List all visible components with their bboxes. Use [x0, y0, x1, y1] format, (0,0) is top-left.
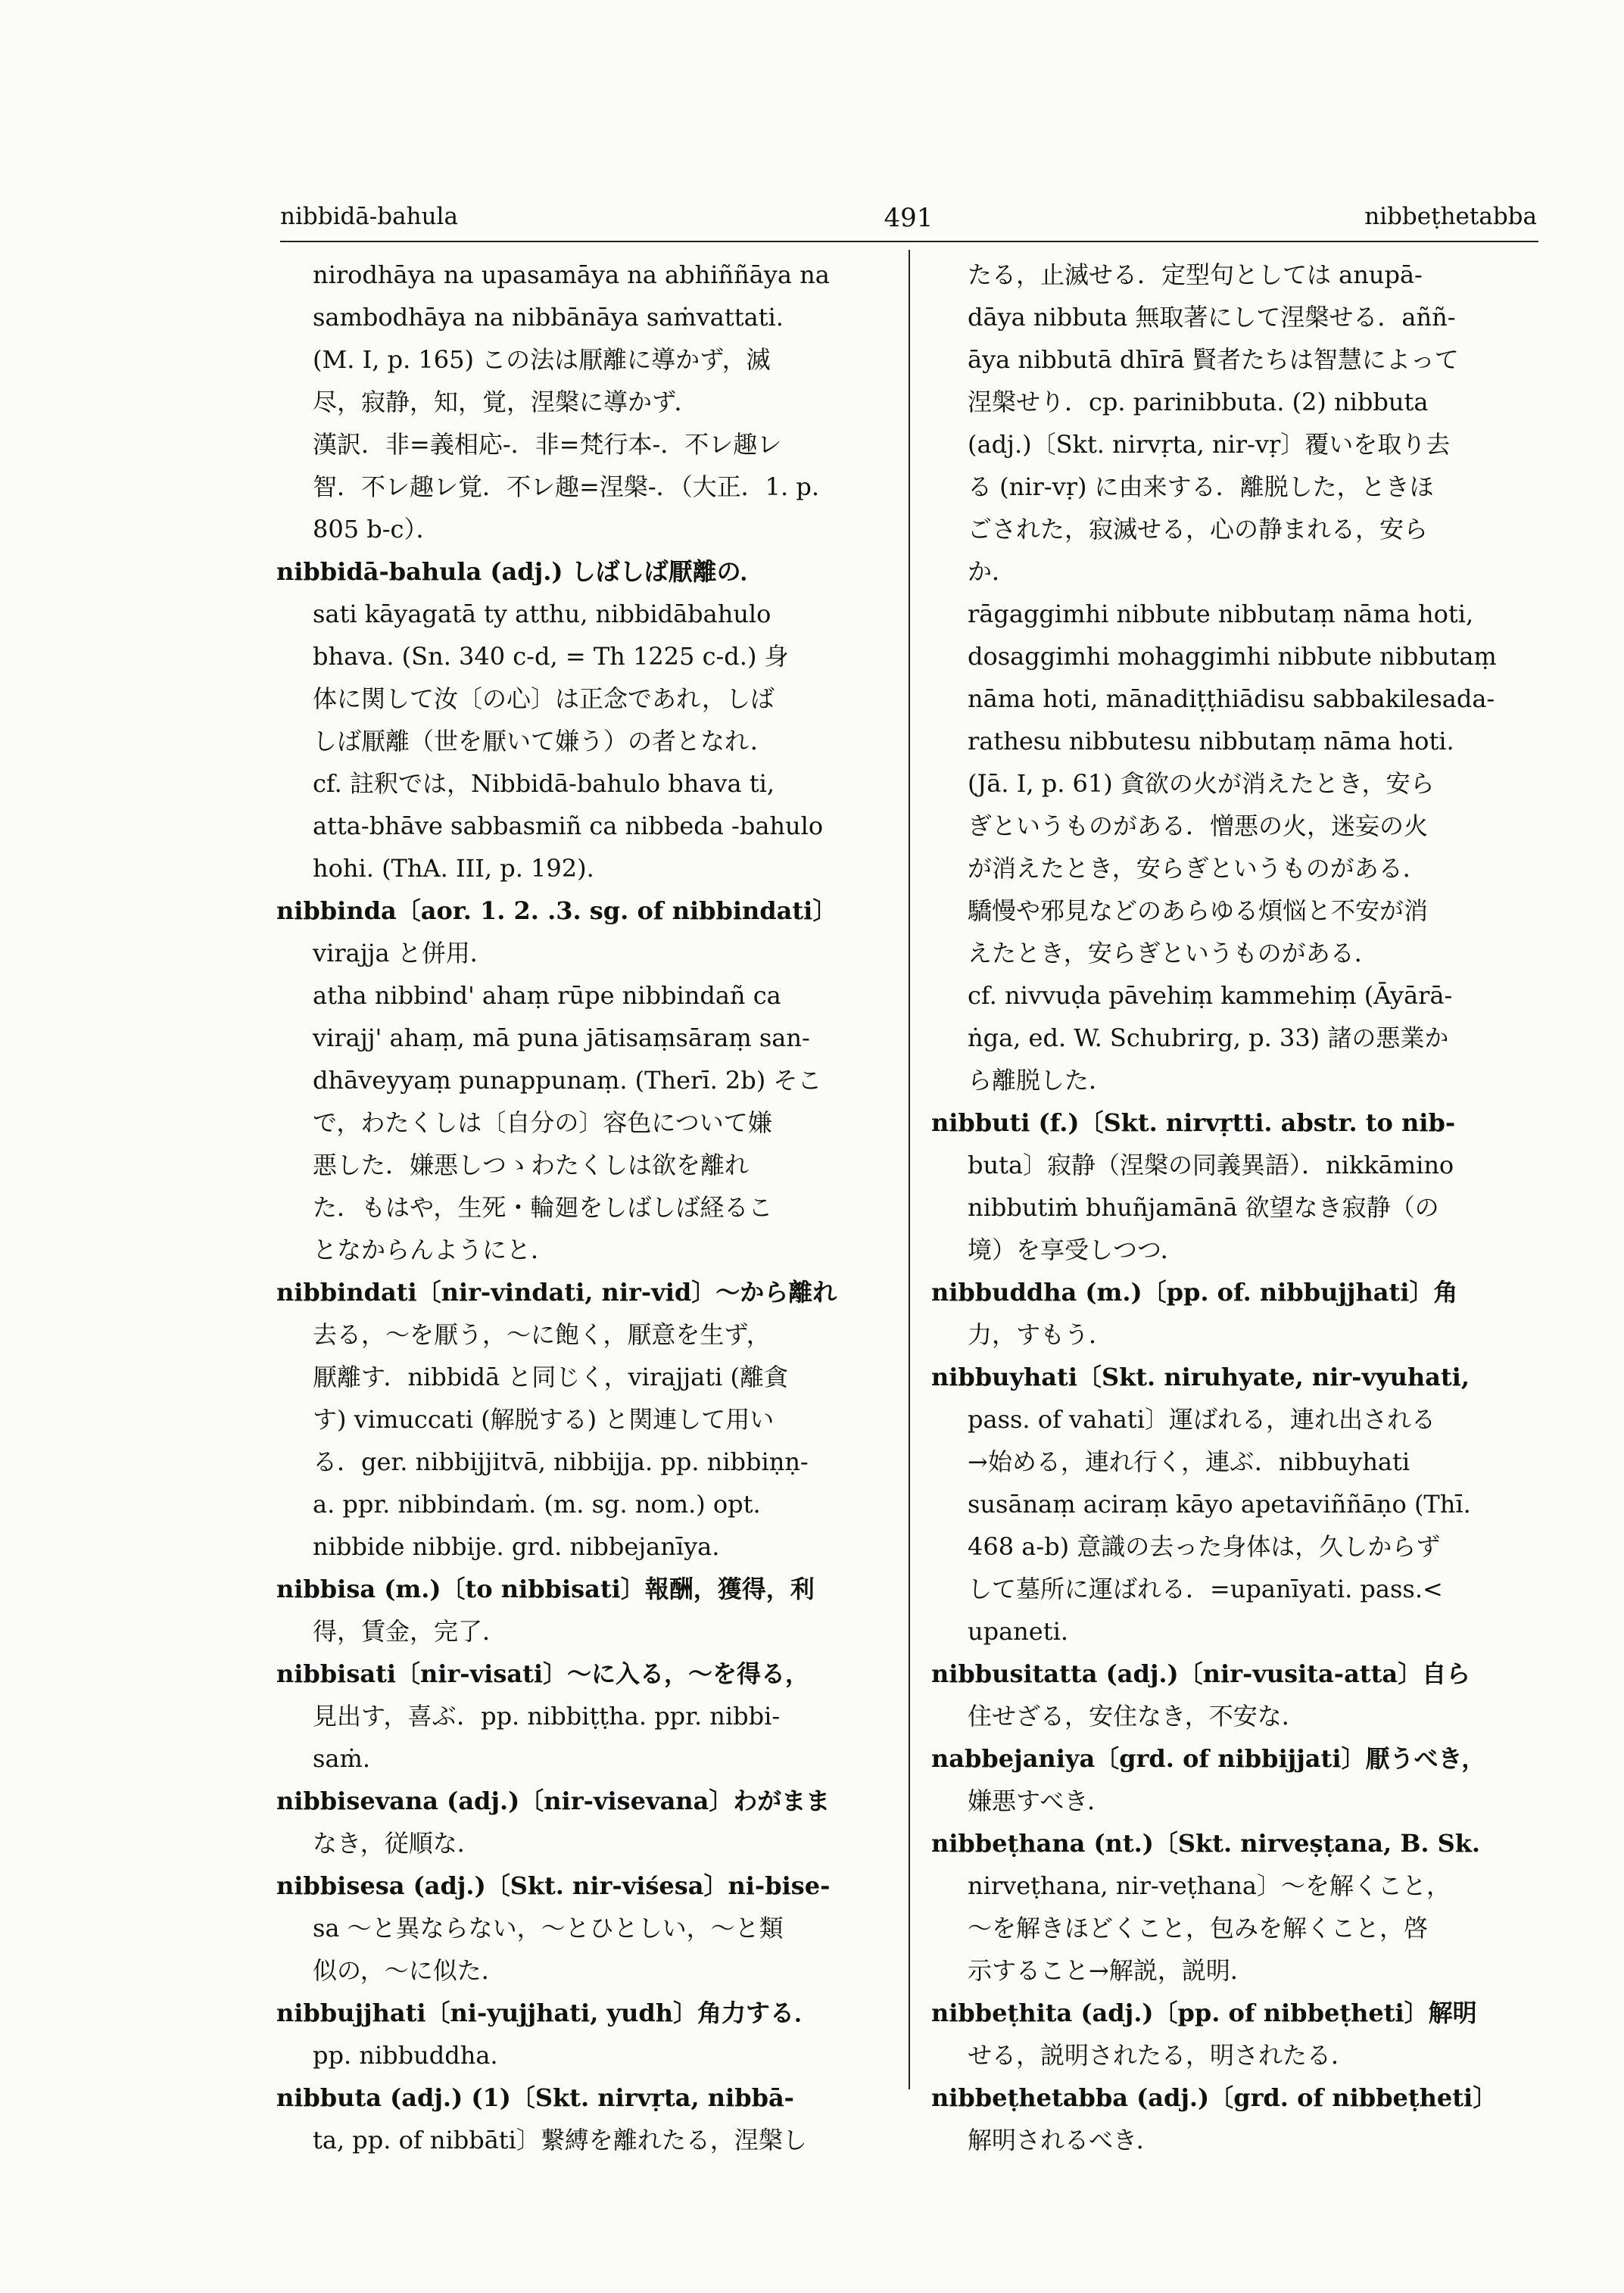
entry-text-line: āya nibbutā dhīrā 賢者たちは智慧によって [968, 345, 1459, 374]
entry-text-line: 漢訳．非=義相応-．非=梵行本-．不レ趣レ [313, 430, 782, 459]
entry-text-line: る．ger. nibbijjitvā, nibbijja. pp. nibbiṇṇ- [313, 1447, 809, 1476]
entry-text-line: た．もはや，生死・輪廻をしばしば経るこ [313, 1193, 773, 1222]
page-number: 491 [884, 203, 934, 233]
entry-text-line: せる，説明されたる，明されたる． [968, 2041, 1356, 2070]
entry-text-line: buta〕寂静（涅槃の同義異語）．nikkāmino [968, 1151, 1454, 1179]
entry-text-line: virajja と併用． [313, 939, 494, 967]
entry-text-line: なき，従順な． [313, 1829, 482, 1858]
page-header [280, 203, 1537, 242]
entry-text-line: 智．不レ趣レ覚．不レ趣=涅槃-．（大正．1. p. [313, 472, 819, 501]
entry-text-line: 体に関して汝〔の心〕は正念であれ，しば [313, 684, 775, 713]
entry-headword-line: nibbisesa (adj.)〔Skt. nir-viśesa〕ni-bise- [276, 1871, 831, 1900]
entry-text-line: (M. I, p. 165) この法は厭離に導かず，滅 [313, 345, 771, 374]
entry-text-line: ～を解きほどくこと，包みを解くこと，啓 [968, 1914, 1429, 1943]
entry-text-line: →始める，連れ行く，連ぶ．nibbuyhati [968, 1447, 1410, 1476]
entry-text-line: 得，賃金，完了． [313, 1617, 507, 1646]
header-right-guideword: nibbeṭhetabba [1364, 203, 1537, 230]
entry-text-line: えたとき，安らぎというものがある． [968, 939, 1379, 967]
entry-text-line: 尽，寂静，知，覚，涅槃に導かず． [313, 388, 699, 416]
entry-headword-line: nibbisa (m.)〔to nibbisati〕報酬，獲得，利 [276, 1575, 815, 1603]
header-left-guideword: nibbidā-bahula [280, 203, 458, 230]
entry-text-line: cf. 註釈では，Nibbidā-bahulo bhava ti, [313, 769, 775, 798]
entry-text-line: bhava. (Sn. 340 c-d, = Th 1225 c-d.) 身 [313, 642, 789, 671]
entry-text-line: rāgaggimhi nibbute nibbutaṃ nāma hoti, [968, 600, 1474, 628]
entry-text-line: して墓所に運ばれる．=upanīyati. pass.< [968, 1575, 1443, 1603]
entry-text-line: (adj.)〔Skt. nirvṛta, nir-vṛ〕覆いを取り去 [968, 430, 1451, 459]
entry-text-line: (Jā. I, p. 61) 貪欲の火が消えたとき，安ら [968, 769, 1435, 798]
entry-text-line: nāma hoti, mānadiṭṭhiādisu sabbakilesada- [968, 684, 1495, 713]
entry-headword-line: nibbidā-bahula (adj.) しばしば厭離の． [276, 557, 765, 586]
entry-text-line: ṅga, ed. W. Schubrirg, p. 33) 諸の悪業か [968, 1023, 1449, 1052]
entry-text-line: nibbide nibbije. grd. nibbejanīya. [313, 1532, 720, 1561]
entry-text-line: atha nibbind' ahaṃ rūpe nibbindañ ca [313, 981, 781, 1010]
entry-text-line: nirveṭhana, nir-veṭhana〕～を解くこと， [968, 1871, 1451, 1900]
entry-text-line: upaneti. [968, 1617, 1068, 1646]
entry-text-line: a. ppr. nibbindaṁ. (m. sg. nom.) opt. [313, 1490, 761, 1519]
entry-text-line: rathesu nibbutesu nibbutaṃ nāma hoti. [968, 727, 1454, 756]
entry-text-line: sambodhāya na nibbānāya saṁvattati. [313, 303, 784, 332]
entry-headword-line: nibbindati〔nir-vindati, nir-vid〕～から離れ [276, 1278, 837, 1307]
entry-text-line: る (nir-vṛ) に由来する．離脱した，ときほ [968, 472, 1434, 501]
entry-headword-line: nibbinda〔aor. 1. 2. .3. sg. of nibbindati〕 [276, 896, 837, 925]
entry-headword-line: nibbusitatta (adj.)〔nir-vusita-atta〕自ら [931, 1659, 1471, 1688]
entry-text-line: 力，すもう． [968, 1320, 1114, 1349]
entry-headword-line: nibbujjhati〔ni-yujjhati, yudh〕角力する． [276, 1999, 818, 2027]
column-divider [909, 250, 910, 2089]
entry-text-line: 示すること→解説，説明． [968, 1956, 1255, 1985]
left-column [276, 254, 890, 2161]
entry-headword-line: nibbeṭhita (adj.)〔pp. of nibbeṭheti〕解明 [931, 1999, 1477, 2027]
entry-text-line: 涅槃せり．cp. parinibbuta. (2) nibbuta [968, 388, 1429, 416]
entry-headword-line: nibbuti (f.)〔Skt. nirvṛtti. abstr. to nib- [931, 1108, 1456, 1137]
entry-text-line: dhāveyyaṃ punappunaṃ. (Therī. 2b) そこ [313, 1066, 822, 1095]
entry-headword-line: nibbuyhati〔Skt. niruhyate, nir-vyuhati, [931, 1363, 1470, 1391]
entry-text-line: ごされた，寂滅せる，心の静まれる，安ら [968, 515, 1429, 544]
entry-headword-line: nibbuddha (m.)〔pp. of. nibbujjhati〕角 [931, 1278, 1458, 1307]
entry-headword-line: nibbuta (adj.) (1)〔Skt. nirvṛta, nibbā- [276, 2083, 794, 2112]
entry-text-line: で，わたくしは〔自分の〕容色について嫌 [313, 1108, 772, 1137]
entry-headword-line: nabbejaniya〔grd. of nibbijjati〕厭うべき， [931, 1744, 1486, 1773]
entry-headword-line: nibbisevana (adj.)〔nir-visevana〕わがまま [276, 1787, 831, 1815]
entry-text-line: nibbutiṁ bhuñjamānā 欲望なき寂静（の [968, 1193, 1439, 1222]
entry-text-line: 厭離す．nibbidā と同じく，virajjati (離貪 [313, 1363, 788, 1391]
entry-text-line: となからんようにと． [313, 1235, 556, 1264]
entry-headword-line: nibbisati〔nir-visati〕～に入る，～を得る， [276, 1659, 810, 1688]
entry-text-line: か． [968, 557, 1017, 586]
entry-text-line: dosaggimhi mohaggimhi nibbute nibbutaṃ [968, 642, 1497, 671]
entry-text-line: 468 a-b) 意識の去った身体は，久しからず [968, 1532, 1441, 1561]
entry-text-line: ぎというものがある．憎悪の火，迷妄の火 [968, 812, 1429, 840]
right-column [931, 254, 1545, 2161]
entry-text-line: atta-bhāve sabbasmiñ ca nibbeda -bahulo [313, 812, 824, 840]
entry-text-line: 見出す，喜ぶ．pp. nibbiṭṭha. ppr. nibbi- [313, 1702, 781, 1731]
entry-text-line: が消えたとき，安らぎというものがある． [968, 854, 1427, 883]
entry-text-line: す) vimuccati (解脱する) と関連して用い [313, 1405, 775, 1434]
entry-text-line: hohi. (ThA. III, p. 192). [313, 854, 594, 883]
entry-text-line: 嫌悪すべき． [968, 1787, 1112, 1815]
entry-text-line: sati kāyagatā ty atthu, nibbidābahulo [313, 600, 771, 628]
entry-text-line: saṁ. [313, 1744, 371, 1773]
entry-text-line: ta, pp. of nibbāti〕繋縛を離れたる，涅槃し [313, 2126, 807, 2154]
entry-text-line: pp. nibbuddha. [313, 2041, 498, 2070]
entry-text-line: virajj' ahaṃ, mā puna jātisaṃsāraṃ san- [313, 1023, 810, 1052]
entry-text-line: nirodhāya na upasamāya na abhiññāya na [313, 260, 830, 289]
entry-text-line: ら離脱した． [968, 1066, 1114, 1095]
entry-text-line: 境）を享受しつつ． [968, 1235, 1185, 1264]
header-rule [280, 241, 1538, 242]
entry-headword-line: nibbeṭhana (nt.)〔Skt. nirveṣṭana, B. Sk. [931, 1829, 1481, 1858]
entry-text-line: dāya nibbuta 無取著にして涅槃せる．aññ- [968, 303, 1456, 332]
entry-text-line: 去る，～を厭う，～に飽く，厭意を生ず， [313, 1320, 771, 1349]
entry-text-line: 似の，～に似た． [313, 1956, 506, 1985]
entry-text-line: pass. of vahati〕運ばれる，連れ出される [968, 1405, 1435, 1434]
entry-text-line: しば厭離（世を厭いて嫌う）の者となれ． [313, 727, 775, 756]
entry-headword-line: nibbeṭhetabba (adj.)〔grd. of nibbeṭheti〕 [931, 2083, 1498, 2112]
entry-text-line: sa ～と異ならない，～とひとしい，～と類 [313, 1914, 784, 1943]
entry-text-line: たる，止滅せる．定型句としては anupā- [968, 260, 1423, 289]
entry-text-line: 805 b-c）． [313, 515, 441, 544]
entry-text-line: cf. nivvuḍa pāvehiṃ kammehiṃ (Āyārā- [968, 981, 1453, 1010]
entry-text-line: susānaṃ aciraṃ kāyo apetaviññāṇo (Thī. [968, 1490, 1471, 1519]
entry-text-line: 驕慢や邪見などのあらゆる煩悩と不安が消 [968, 896, 1429, 925]
entry-text-line: 住せざる，安住なき，不安な． [968, 1702, 1306, 1731]
entry-text-line: 悪した．嫌悪しつゝわたくしは欲を離れ [313, 1151, 750, 1179]
entry-text-line: 解明されるべき． [968, 2126, 1161, 2154]
